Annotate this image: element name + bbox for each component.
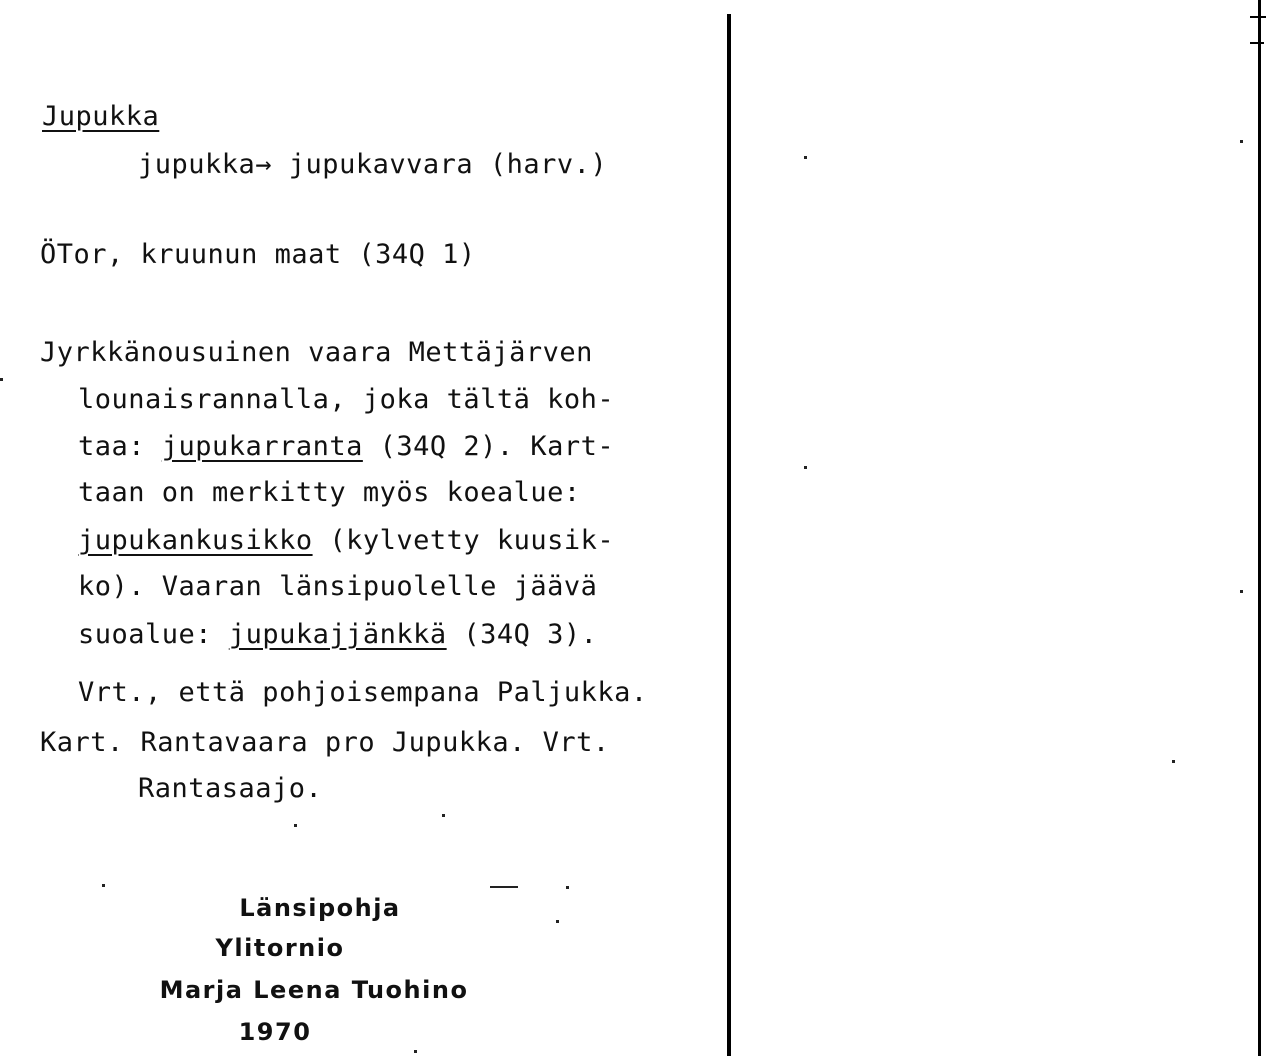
- scan-speck: [1240, 140, 1243, 143]
- note-line: Kart. Rantavaara pro Jupukka. Vrt.: [40, 727, 610, 758]
- scan-speck: [414, 1050, 417, 1053]
- place-name-term: jupukarranta: [161, 431, 363, 462]
- entry-heading: Jupukka: [42, 101, 160, 132]
- description-line: ko). Vaaran länsipuolelle jäävä: [78, 571, 598, 602]
- scan-speck: [566, 886, 569, 889]
- description-text: suoalue:: [78, 619, 229, 650]
- description-line: taan on merkitty myös koealue:: [78, 477, 581, 508]
- stamp-collector: Marja Leena Tuohino: [159, 976, 469, 1004]
- scan-speck: [102, 884, 105, 887]
- place-name-term: jupukajjänkkä: [228, 619, 447, 650]
- place-name-term: jupukankusikko: [78, 525, 313, 556]
- scan-speck: [0, 378, 3, 381]
- entry-location: ÖTor, kruunun maat (34Q 1): [40, 239, 476, 270]
- right-edge-tick: [1250, 42, 1264, 44]
- scan-speck: [1172, 760, 1175, 763]
- description-line: lounaisrannalla, joka tältä koh-: [78, 384, 615, 415]
- right-edge-tick: [1250, 16, 1266, 18]
- scan-speck: [804, 156, 807, 159]
- scan-speck: [1240, 590, 1243, 593]
- center-divider-line: [727, 14, 731, 1056]
- right-edge-line: [1258, 0, 1261, 1056]
- scan-speck: [804, 466, 807, 469]
- stamp-year: 1970: [238, 1018, 312, 1046]
- description-line: [78, 618, 597, 652]
- description-line: [78, 524, 614, 558]
- description-text: (kylvetty kuusik-: [312, 525, 615, 556]
- scan-speck: [442, 814, 445, 817]
- description-text: taa:: [78, 431, 162, 462]
- description-text: (34Q 2). Kart-: [362, 431, 615, 462]
- scan-speck: [294, 824, 297, 827]
- stamp-region: Länsipohja: [239, 894, 401, 922]
- note-line: Rantasaajo.: [138, 773, 323, 804]
- scan-speck: [490, 886, 518, 888]
- entry-variants: jupukka→ jupukavvara (harv.): [138, 149, 608, 180]
- scan-speck: [556, 920, 559, 923]
- description-text: (34Q 3).: [446, 619, 598, 650]
- description-line: Jyrkkänousuinen vaara Mettäjärven: [40, 337, 593, 368]
- description-line: [78, 430, 614, 464]
- stamp-parish: Ylitornio: [215, 934, 345, 962]
- note-line: Vrt., että pohjoisempana Paljukka.: [78, 677, 648, 708]
